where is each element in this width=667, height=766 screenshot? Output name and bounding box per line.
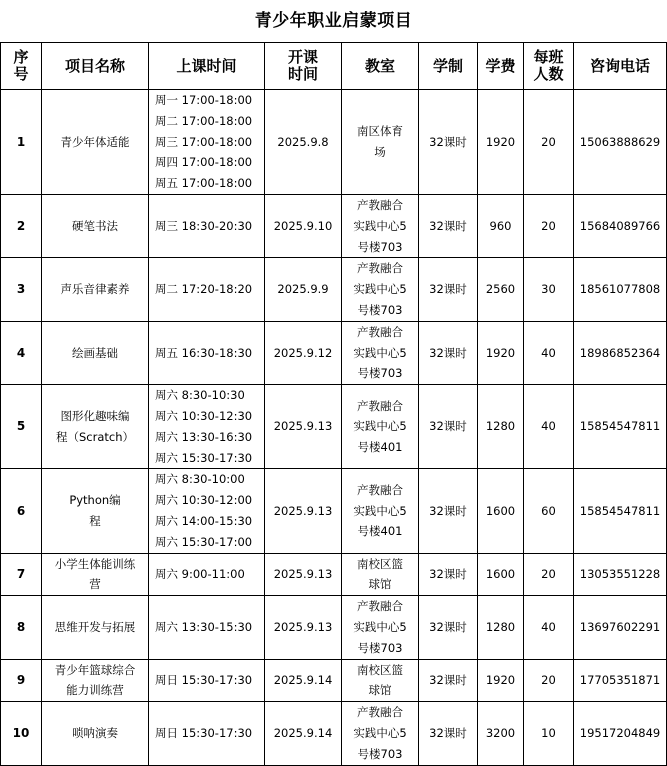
cell-start: 2025.9.9 (265, 258, 342, 321)
header-size (524, 43, 574, 90)
cell-fee: 2560 (478, 258, 524, 321)
cell-hours: 32课时 (419, 469, 478, 553)
cell-name (42, 702, 149, 765)
cell-time-line: 周六 8:30-10:00 (155, 472, 245, 487)
cell-hours: 32课时 (419, 702, 478, 765)
cell-phone: 15063888629 (574, 90, 667, 195)
cell-no: 1 (1, 90, 42, 195)
cell-no: 2 (1, 194, 42, 257)
cell-start: 2025.9.13 (265, 553, 342, 596)
cell-time (149, 258, 265, 321)
header-no-text: 序 号 (13, 48, 29, 83)
cell-name (42, 596, 149, 659)
cell-no: 3 (1, 258, 42, 321)
cell-no: 8 (1, 596, 42, 659)
cell-room-line: 产教融合 (357, 261, 403, 276)
cell-size: 60 (524, 469, 574, 553)
cell-name-line: 唢呐演奏 (72, 725, 118, 740)
header-name: 项目名称 (42, 43, 149, 90)
cell-room-line: 实践中心5 (353, 282, 407, 297)
cell-no: 9 (1, 659, 42, 702)
cell-hours: 32课时 (419, 194, 478, 257)
cell-name-line: 营 (89, 577, 101, 592)
cell-room-line: 南区体育 (357, 124, 403, 139)
table-row (1, 321, 667, 384)
cell-time-line: 周五 16:30-18:30 (155, 345, 253, 360)
cell-room-line: 号楼401 (357, 440, 403, 455)
cell-time (149, 553, 265, 596)
cell-start: 2025.9.10 (265, 194, 342, 257)
cell-phone: 13053551228 (574, 553, 667, 596)
cell-room-line: 球馆 (368, 683, 392, 698)
cell-room (342, 596, 419, 659)
cell-fee: 1280 (478, 596, 524, 659)
page-title: 青少年职业启蒙项目 (254, 11, 413, 31)
cell-room (342, 659, 419, 702)
cell-room (342, 553, 419, 596)
cell-room-line: 产教融合 (357, 482, 403, 497)
table-row (1, 469, 667, 553)
cell-name (42, 90, 149, 195)
cell-time-line: 周六 14:00-15:30 (155, 513, 253, 528)
header-size-text: 每班 人数 (533, 48, 564, 83)
cell-room (342, 469, 419, 553)
cell-fee: 1920 (478, 659, 524, 702)
cell-size: 30 (524, 258, 574, 321)
cell-time (149, 321, 265, 384)
cell-time-line: 周二 17:20-18:20 (155, 282, 253, 297)
cell-fee: 960 (478, 194, 524, 257)
cell-time-line: 周二 17:00-18:00 (155, 113, 253, 128)
cell-time-line: 周日 15:30-17:30 (155, 672, 253, 687)
cell-time (149, 194, 265, 257)
cell-room-line: 号楼703 (357, 302, 403, 317)
cell-room-line: 产教融合 (357, 705, 403, 720)
cell-name-line: 能力训练营 (66, 683, 124, 698)
cell-room (342, 702, 419, 765)
cell-fee: 1920 (478, 90, 524, 195)
cell-name (42, 659, 149, 702)
cell-time-line: 周五 17:00-18:00 (155, 176, 253, 191)
cell-room-line: 实践中心5 (353, 419, 407, 434)
cell-room-line: 实践中心5 (353, 725, 407, 740)
cell-hours: 32课时 (419, 258, 478, 321)
cell-hours: 32课时 (419, 321, 478, 384)
cell-start: 2025.9.14 (265, 659, 342, 702)
cell-time-line: 周一 17:00-18:00 (155, 93, 253, 107)
cell-room (342, 385, 419, 469)
cell-room (342, 90, 419, 195)
cell-name-line: Python编 (69, 493, 121, 508)
cell-room (342, 258, 419, 321)
cell-name-line: 绘画基础 (72, 345, 118, 360)
header-room: 教室 (342, 43, 419, 90)
cell-name-line: 硬笔书法 (72, 218, 118, 233)
cell-time (149, 469, 265, 553)
cell-no: 6 (1, 469, 42, 553)
table-row (1, 702, 667, 765)
cell-time-line: 周六 15:30-17:30 (155, 450, 253, 465)
cell-name (42, 385, 149, 469)
cell-hours: 32课时 (419, 596, 478, 659)
cell-name (42, 469, 149, 553)
cell-size: 40 (524, 321, 574, 384)
cell-fee: 1920 (478, 321, 524, 384)
cell-time (149, 596, 265, 659)
cell-phone: 15684089766 (574, 194, 667, 257)
cell-room-line: 实践中心5 (353, 345, 407, 360)
table-row (1, 258, 667, 321)
cell-room-line: 号楼703 (357, 239, 403, 254)
cell-room (342, 321, 419, 384)
cell-room-line: 南校区篮 (357, 556, 403, 571)
cell-phone: 15854547811 (574, 385, 667, 469)
cell-phone: 18561077808 (574, 258, 667, 321)
table-row (1, 90, 667, 195)
table-row (1, 659, 667, 702)
cell-time (149, 90, 265, 195)
header-hours: 学制 (419, 43, 478, 90)
cell-no: 4 (1, 321, 42, 384)
cell-time-line: 周六 10:30-12:30 (155, 408, 253, 423)
cell-phone: 17705351871 (574, 659, 667, 702)
table-row (1, 385, 667, 469)
cell-time-line: 周六 8:30-10:30 (155, 388, 245, 403)
cell-size: 20 (524, 659, 574, 702)
cell-room (342, 194, 419, 257)
cell-phone: 18986852364 (574, 321, 667, 384)
cell-start: 2025.9.13 (265, 596, 342, 659)
cell-room-line: 球馆 (368, 577, 392, 592)
cell-room-line: 实践中心5 (353, 503, 407, 518)
cell-name-line: 思维开发与拓展 (54, 619, 136, 634)
cell-name (42, 258, 149, 321)
table-row (1, 596, 667, 659)
cell-name-line: 声乐音律素养 (60, 282, 130, 297)
cell-time-line: 周日 15:30-17:30 (155, 725, 253, 740)
cell-name (42, 194, 149, 257)
cell-time-line: 周六 13:30-16:30 (155, 429, 253, 444)
cell-start: 2025.9.8 (265, 90, 342, 195)
cell-room-line: 号楼703 (357, 640, 403, 655)
cell-hours: 32课时 (419, 385, 478, 469)
cell-start: 2025.9.12 (265, 321, 342, 384)
cell-no: 5 (1, 385, 42, 469)
cell-fee: 1280 (478, 385, 524, 469)
header-time: 上课时间 (149, 43, 265, 90)
cell-name-line: 小学生体能训练 (54, 556, 136, 571)
cell-fee: 3200 (478, 702, 524, 765)
cell-room-line: 产教融合 (357, 197, 403, 212)
header-no (1, 43, 42, 90)
cell-start: 2025.9.13 (265, 469, 342, 553)
cell-room-line: 产教融合 (357, 398, 403, 413)
cell-size: 20 (524, 553, 574, 596)
cell-size: 40 (524, 385, 574, 469)
cell-name-line: 青少年篮球综合 (54, 662, 136, 677)
cell-size: 10 (524, 702, 574, 765)
cell-no: 7 (1, 553, 42, 596)
cell-time-line: 周六 15:30-17:00 (155, 534, 253, 549)
cell-time-line: 周六 13:30-15:30 (155, 619, 253, 634)
table-row (1, 194, 667, 257)
cell-room-line: 产教融合 (357, 599, 403, 614)
header-fee: 学费 (478, 43, 524, 90)
cell-room-line: 南校区篮 (357, 662, 403, 677)
cell-size: 20 (524, 194, 574, 257)
cell-name-line: 图形化趣味编 (60, 408, 130, 423)
table-row (1, 553, 667, 596)
header-start (265, 43, 342, 90)
cell-room-line: 号楼401 (357, 524, 403, 539)
cell-phone: 15854547811 (574, 469, 667, 553)
cell-phone: 13697602291 (574, 596, 667, 659)
cell-size: 40 (524, 596, 574, 659)
cell-name-line: 青少年体适能 (60, 134, 130, 149)
cell-fee: 1600 (478, 553, 524, 596)
cell-start: 2025.9.14 (265, 702, 342, 765)
cell-fee: 1600 (478, 469, 524, 553)
cell-name (42, 321, 149, 384)
cell-hours: 32课时 (419, 90, 478, 195)
cell-room-line: 产教融合 (357, 324, 403, 339)
cell-room-line: 实践中心5 (353, 619, 407, 634)
cell-room-line: 场 (374, 144, 386, 159)
cell-time (149, 702, 265, 765)
cell-room-line: 号楼703 (357, 746, 403, 761)
course-table (0, 42, 667, 766)
cell-time-line: 周六 9:00-11:00 (155, 566, 245, 581)
cell-room-line: 号楼703 (357, 366, 403, 381)
cell-hours: 32课时 (419, 553, 478, 596)
header-phone: 咨询电话 (574, 43, 667, 90)
cell-time-line: 周六 10:30-12:00 (155, 493, 253, 508)
cell-name (42, 553, 149, 596)
cell-room-line: 实践中心5 (353, 218, 407, 233)
cell-no: 10 (1, 702, 42, 765)
cell-time-line: 周三 18:30-20:30 (155, 218, 253, 233)
cell-time (149, 385, 265, 469)
cell-name-line: 程（Scratch） (55, 429, 135, 444)
header-start-text: 开课 时间 (287, 48, 318, 83)
cell-hours: 32课时 (419, 659, 478, 702)
cell-time-line: 周四 17:00-18:00 (155, 155, 253, 170)
cell-phone: 19517204849 (574, 702, 667, 765)
header-row (1, 43, 667, 90)
cell-time (149, 659, 265, 702)
cell-name-line: 程 (89, 513, 101, 528)
cell-time-line: 周三 17:00-18:00 (155, 134, 253, 149)
cell-size: 20 (524, 90, 574, 195)
cell-start: 2025.9.13 (265, 385, 342, 469)
